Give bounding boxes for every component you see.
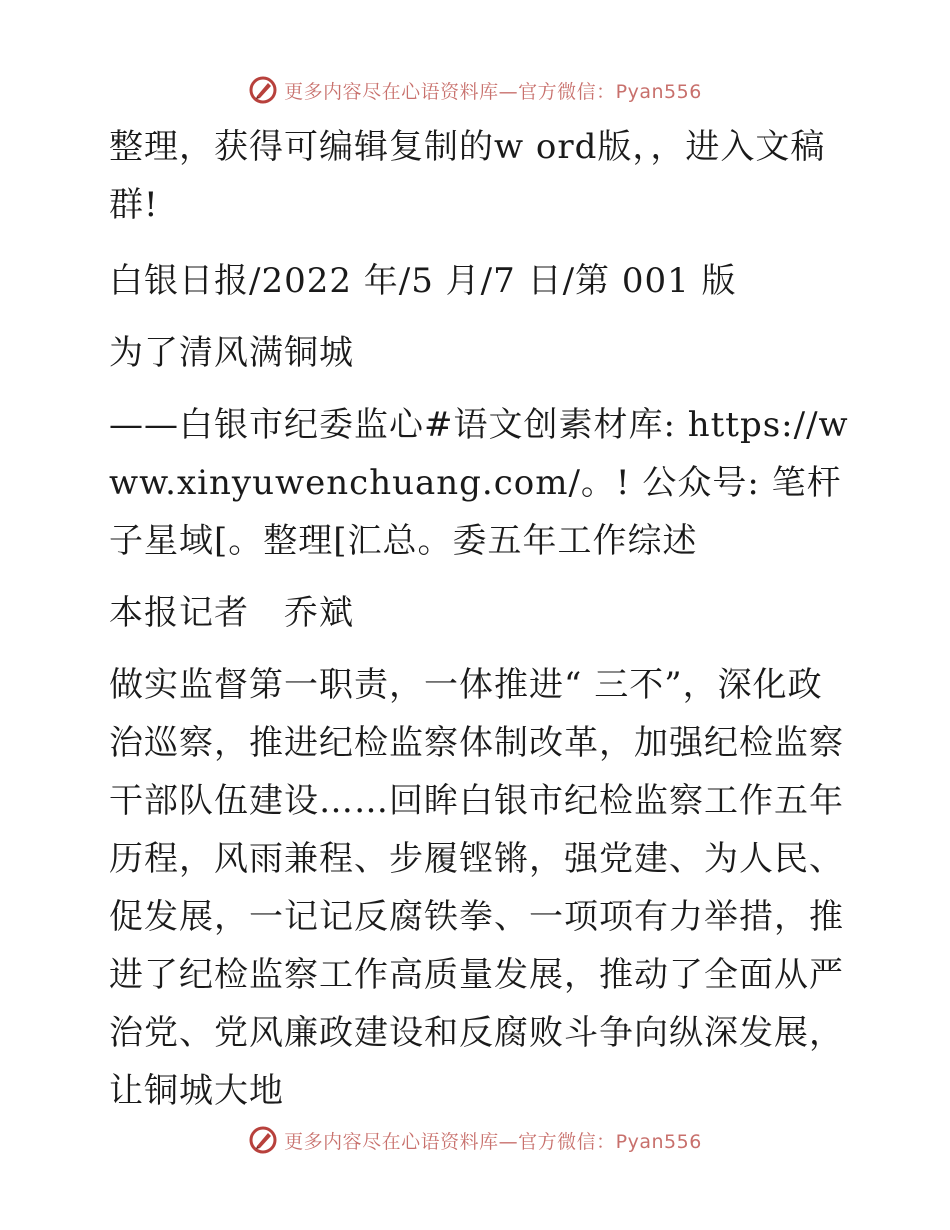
article-subtitle: ——白银市纪委监心#语文创素材库: https://www.xinyuwenchuang.com/。! 公众号: 笔杆子星域[。整理[汇总。委五年工作综述 [109, 405, 849, 561]
watermark-text: 更多内容尽在心语资料库—官方微信：Pyan556 [284, 1130, 702, 1153]
body-paragraph: 做实监督第一职责，一体推进“ 三不”，深化政治巡察，推进纪检监察体制改革，加强纪检监察干部队伍建设……回眸白银市纪检监察工作五年历程，风雨兼程、步履铿锵，强党建、为人民、促发展，一记记反腐铁拳、一项项有力举措，推进了纪检监察工作高质量发展，推动了全面从严治党、党风廉政建设和反腐败斗争向纵深发展，让铜城大地 [109, 665, 844, 1111]
article-title: 为了清风满铜城 [109, 333, 354, 373]
document-content [97, 118, 857, 1120]
pen-circle-icon [248, 1125, 278, 1155]
footer-watermark [0, 1120, 950, 1160]
byline: 本报记者 乔斌 [109, 593, 354, 633]
header-watermark [0, 70, 950, 110]
pen-circle-icon [248, 75, 278, 105]
intro-paragraph: 整理，获得可编辑复制的w ord版，，进入文稿群! [109, 127, 826, 225]
watermark-text: 更多内容尽在心语资料库—官方微信：Pyan556 [284, 80, 702, 103]
source-line: 白银日报/2022 年/5 月/7 日/第 001 版 [109, 261, 737, 301]
